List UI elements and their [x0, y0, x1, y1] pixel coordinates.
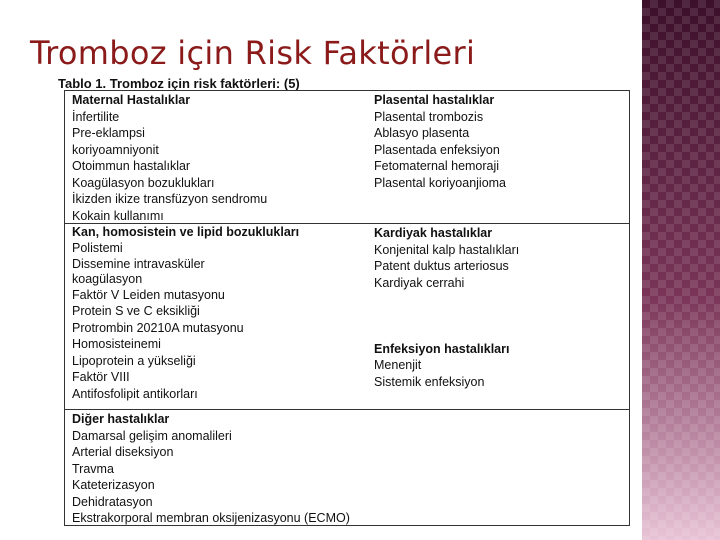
list-item: Antifosfolipit antikorları [72, 386, 198, 401]
section-header: Enfeksiyon hastalıkları [374, 341, 510, 356]
table-caption: Tablo 1. Tromboz için risk faktörleri: (5) [58, 76, 300, 91]
decorative-side-band [642, 0, 720, 540]
list-item: Protrombin 20210A mutasyonu [72, 320, 244, 335]
list-item: Fetomaternal hemoraji [374, 159, 500, 173]
table-section-maternal [65, 91, 629, 224]
table-section-blood [65, 224, 629, 410]
risk-factor-table [64, 90, 630, 526]
list-item: Plasentada enfeksiyon [374, 142, 500, 157]
list-item: İkizden ikize transfüzyon sendromu [72, 192, 268, 206]
list-item: Ablasyo plasenta [374, 126, 470, 140]
section-header: Kan, homosistein ve lipid bozuklukları [72, 225, 300, 239]
list-item: İnfertilite [72, 109, 120, 124]
list-item: Ekstrakorporal membran oksijenizasyonu (ECMO) [72, 511, 350, 525]
section-header: Maternal Hastalıklar [72, 93, 191, 107]
list-item: Otoimmun hastalıklar [72, 159, 191, 173]
table-section-other [65, 410, 629, 525]
list-item: Protein S ve C eksikliği [72, 304, 200, 318]
list-item: Damarsal gelişim anomalileri [72, 428, 232, 443]
section-left-column [72, 225, 372, 402]
section-header: Diğer hastalıklar [72, 412, 170, 426]
list-item: Lipoprotein a yükseliği [72, 353, 196, 368]
section-left-column [72, 92, 372, 224]
list-item: Kardiyak cerrahi [374, 275, 465, 290]
list-item: Faktör V Leiden mutasyonu [72, 287, 225, 302]
column-spacer [374, 291, 626, 341]
section-right-column [374, 225, 626, 390]
list-item: Pre-eklampsi [72, 126, 145, 140]
list-item: Travma [72, 461, 114, 476]
slide-title: Tromboz için Risk Faktörleri [30, 34, 476, 72]
list-item: Dissemine intravasküler koagülasyon [72, 256, 205, 286]
list-item: Polistemi [72, 241, 123, 255]
list-item: Konjenital kalp hastalıkları [374, 242, 520, 257]
list-item: koriyoamniyonit [72, 142, 159, 157]
list-item: Plasental trombozis [374, 109, 484, 124]
list-item: Kokain kullanımı [72, 208, 164, 223]
list-item: Patent duktus arteriosus [374, 259, 509, 273]
section-header: Kardiyak hastalıklar [374, 226, 493, 240]
list-item: Dehidratasyon [72, 494, 153, 509]
list-item: Homosisteinemi [72, 337, 161, 351]
section-right-column [374, 92, 626, 191]
list-item: Sistemik enfeksiyon [374, 374, 485, 389]
section-left-column [72, 411, 592, 527]
list-item: Koagülasyon bozuklukları [72, 175, 215, 190]
list-item: Menenjit [374, 358, 422, 372]
list-item: Plasental koriyoanjioma [374, 175, 507, 190]
list-item: Faktör VIII [72, 370, 130, 384]
list-item: Kateterizasyon [72, 478, 155, 492]
section-header: Plasental hastalıklar [374, 93, 495, 107]
list-item: Arterial diseksiyon [72, 445, 174, 459]
